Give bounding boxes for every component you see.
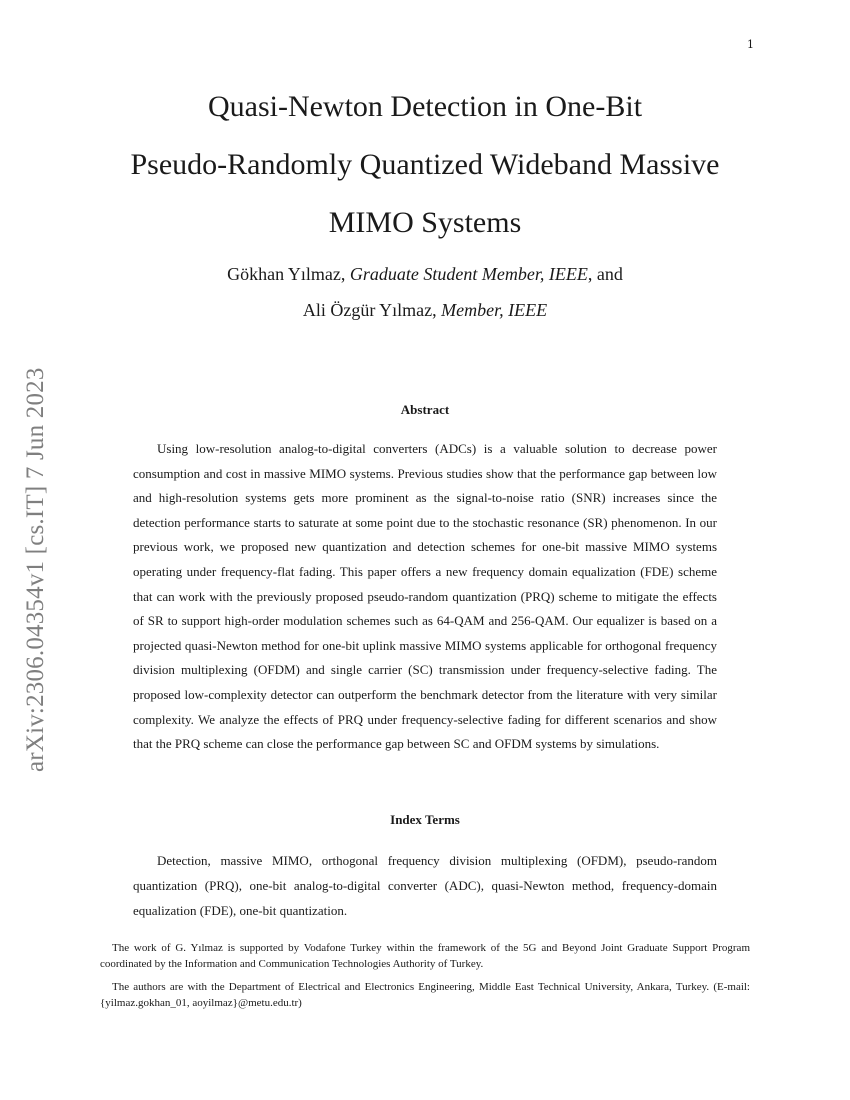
footnotes — [100, 940, 750, 1018]
author-1-name: Gökhan Yılmaz, — [227, 264, 350, 284]
arxiv-identifier-stamp: arXiv:2306.04354v1 [cs.IT] 7 Jun 2023 — [22, 367, 49, 772]
title-line-2: Pseudo-Randomly Quantized Wideband Massive — [130, 148, 720, 181]
abstract-body: Using low-resolution analog-to-digital converters (ADCs) is a valuable solution to decrease power consumption and cost in massive MIMO systems. Previous studies show that the performance gap between low and high-resolution systems gets more prominent as the signal-to-noise ratio (SNR) increases since the detection performance starts to saturate at some point due to the stochastic resonance (SR) phenomenon. In our previous work, we proposed new quantization and detection schemes for one-bit massive MIMO systems operating under frequency-flat fading. This paper offers a new frequency domain equalization (FDE) scheme that can work with the previously proposed pseudo-random quantization (PRQ) scheme to mitigate the effects of SR to support high-order modulation schemes such as 64-QAM and 256-QAM. Our equalizer is based on a projected quasi-Newton method for one-bit uplink massive MIMO systems applicable for orthogonal frequency division multiplexing (OFDM) and single carrier (SC) transmission under frequency-selective fading. The proposed low-complexity detector can outperform the benchmark detector from the literature with very similar complexity. We analyze the effects of PRQ under frequency-selective fading for different scenarios and show that the PRQ scheme can close the performance gap between SC and OFDM systems by simulations. — [133, 441, 717, 752]
page-number: 1 — [747, 38, 754, 51]
author-2-role: Member, IEEE — [441, 300, 548, 320]
author-line-2 — [100, 292, 750, 328]
footnote-affiliation: The authors are with the Department of Electrical and Electronics Engineering, Middle East Technical University, Ankara, Turkey. (E-mail: {yilmaz.gokhan_01, aoyilmaz}@metu.edu.tr) — [100, 981, 750, 1009]
paper-title — [60, 78, 790, 252]
author-line-1 — [100, 256, 750, 292]
index-terms-heading: Index Terms — [390, 812, 460, 827]
author-2-name: Ali Özgür Yılmaz, — [302, 300, 442, 320]
author-1-suffix: , and — [587, 264, 623, 284]
title-line-1: Quasi-Newton Detection in One-Bit — [207, 90, 643, 123]
abstract-heading: Abstract — [400, 402, 450, 417]
author-1-role: Graduate Student Member, IEEE — [349, 264, 588, 284]
author-block — [100, 256, 750, 328]
footnote-funding: The work of G. Yılmaz is supported by Vodafone Turkey within the framework of the 5G and Beyond Joint Graduate Support Program coordinated by the Information and Communication Technologies Authority of Turkey. — [100, 942, 750, 970]
title-line-3: MIMO Systems — [328, 206, 522, 239]
index-terms-body: Detection, massive MIMO, orthogonal frequency division multiplexing (OFDM), pseudo-random quantization (PRQ), one-bit analog-to-digital converter (ADC), quasi-Newton method, frequency-domain equalization (FDE), one-bit quantization. — [133, 853, 717, 918]
